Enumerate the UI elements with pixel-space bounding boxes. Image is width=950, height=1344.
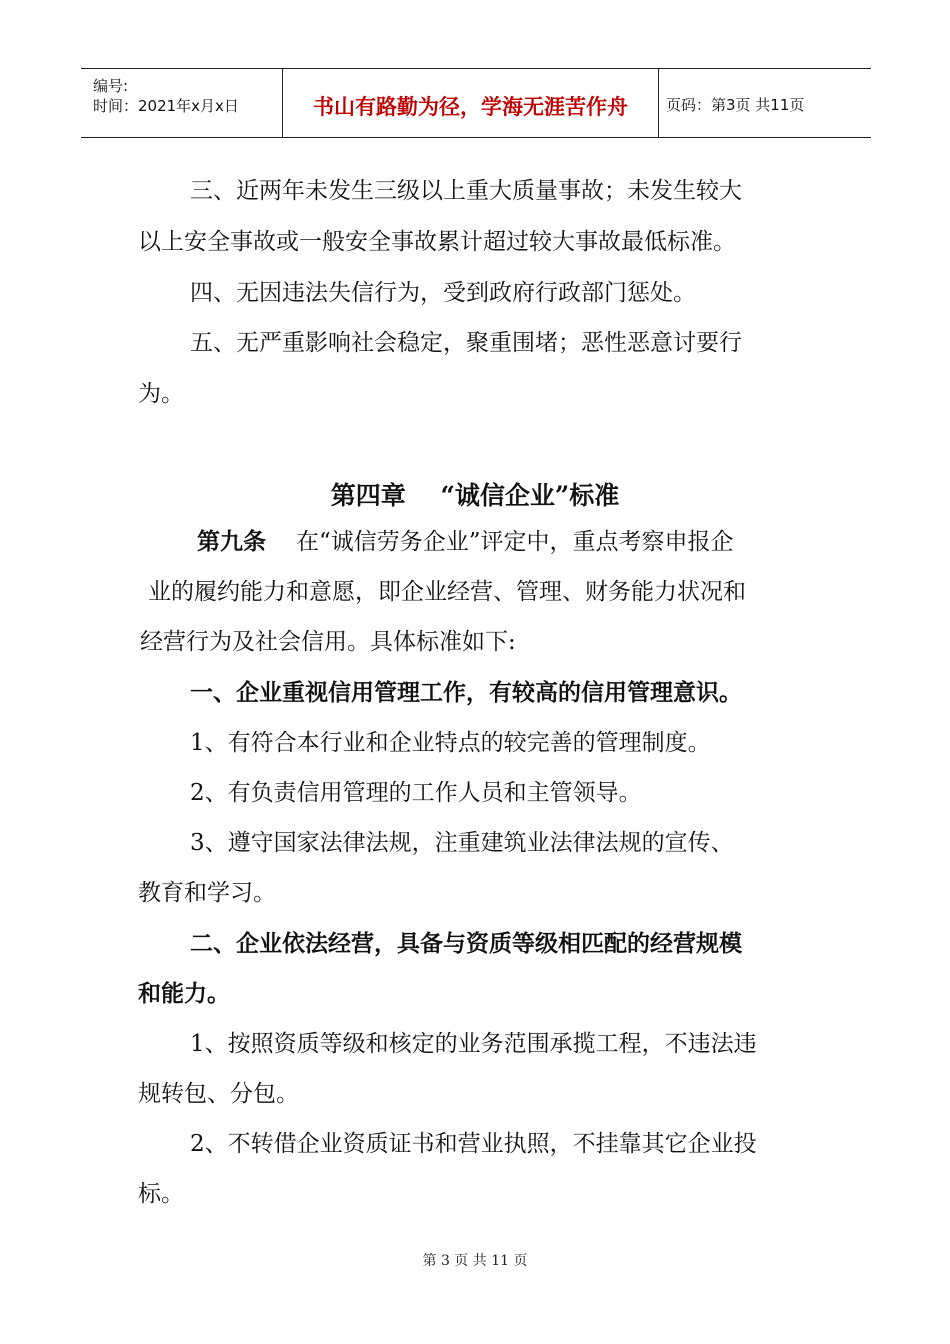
header-page-cell (658, 69, 871, 137)
paragraph-3-line-2: 以上安全事故或一般安全事故累计超过较大事故最低标准。 (138, 229, 736, 255)
section-1-item-3-line-1: 3、遵守国家法律法规，注重建筑业法律法规的宣传、 (190, 830, 734, 856)
document-time-label: 时间：2021年x月x日 (93, 97, 239, 115)
paragraph-5-line-1: 五、无严重影响社会稳定，聚重围堵；恶性恶意讨要行 (190, 330, 742, 356)
section-1-heading: 一、企业重视信用管理工作，有较高的信用管理意识。 (190, 679, 742, 706)
paragraph-5-line-2: 为。 (138, 381, 184, 407)
section-1-item-1: 1、有符合本行业和企业特点的较完善的管理制度。 (190, 730, 711, 756)
section-2-item-1-line-2: 规转包、分包。 (138, 1081, 299, 1107)
article-9-label: 第九条 (197, 528, 266, 555)
header-motto-cell (282, 69, 659, 137)
section-2-item-1-line-1: 1、按照资质等级和核定的业务范围承揽工程，不违法违 (190, 1031, 757, 1057)
chapter-title: 第四章 “诚信企业”标准 (330, 481, 620, 510)
article-9-line-2: 业的履约能力和意愿，即企业经营、管理、财务能力状况和 (148, 579, 746, 605)
header-info-cell (81, 69, 281, 137)
article-9-line-3: 经营行为及社会信用。具体标准如下: (140, 629, 516, 655)
section-2-heading-line-1: 二、企业依法经营，具备与资质等级相匹配的经营规模 (190, 930, 742, 957)
paragraph-4: 四、无因违法失信行为，受到政府行政部门惩处。 (190, 280, 696, 306)
header-page-number: 页码：第3页 共11页 (666, 96, 805, 114)
section-1-item-3-line-2: 教育和学习。 (138, 880, 276, 906)
article-9-line-1 (197, 527, 734, 557)
page-footer: 第 3 页 共 11 页 (422, 1253, 528, 1269)
section-1-item-2: 2、有负责信用管理的工作人员和主管领导。 (190, 780, 642, 806)
section-2-item-2-line-1: 2、不转借企业资质证书和营业执照，不挂靠其它企业投 (190, 1131, 757, 1157)
article-9-text: 在“诚信劳务企业”评定中，重点考察申报企 (296, 529, 734, 555)
section-2-heading-line-2: 和能力。 (138, 980, 230, 1007)
document-code-label: 编号: (93, 77, 129, 95)
document-header (81, 68, 871, 138)
paragraph-3-line-1: 三、近两年未发生三级以上重大质量事故；未发生较大 (190, 178, 742, 204)
header-motto: 书山有路勤为径，学海无涯苦作舟 (313, 95, 628, 119)
section-2-item-2-line-2: 标。 (138, 1181, 184, 1207)
